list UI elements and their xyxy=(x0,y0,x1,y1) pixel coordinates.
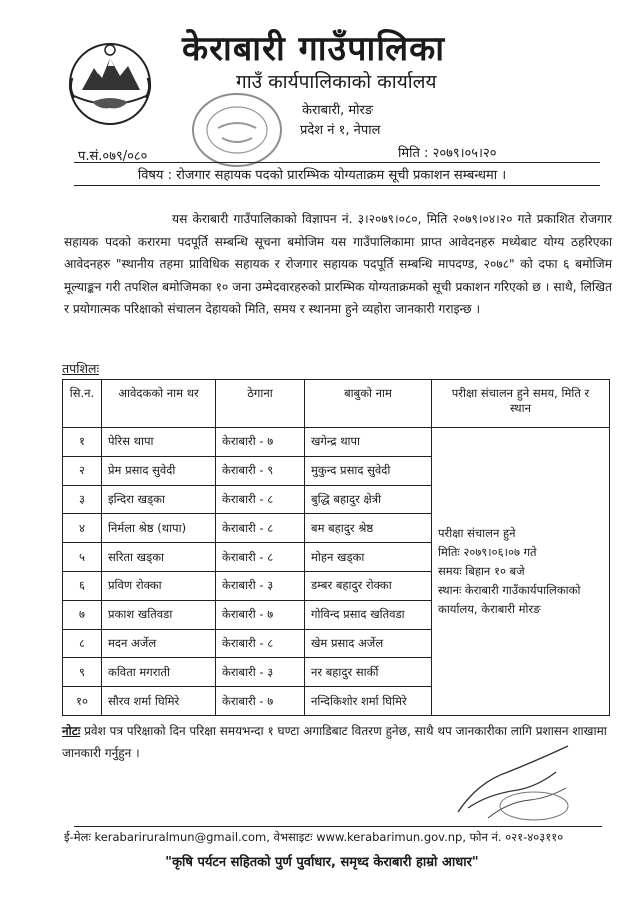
slogan: "कृषि पर्यटन सहितको पुर्ण पुर्वाधार, समृध्द केराबारी हाम्रो आधार" xyxy=(165,855,479,870)
row-sn: ८ xyxy=(63,629,102,658)
row-father: खगेन्द्र थापा xyxy=(305,428,432,457)
exam-line: कार्यालय, केराबारी मोरङ xyxy=(438,601,541,616)
nepal-emblem-icon xyxy=(64,38,156,130)
row-sn: १० xyxy=(63,687,102,716)
row-sn: ३ xyxy=(63,485,102,514)
row-address: केराबारी - ७ xyxy=(216,600,305,629)
header-name: आवेदकको नाम थर xyxy=(102,380,216,428)
exam-line: मितिः २०७९।०६।०७ गते xyxy=(438,544,537,559)
address-line-1: केराबारी, मोरङ xyxy=(302,103,374,118)
row-name: प्रकाश खतिवडा xyxy=(102,600,216,629)
row-name: प्रविण रोक्का xyxy=(102,571,216,600)
table-header-row xyxy=(63,380,610,428)
municipality-title: केराबारी गाउँपालिका xyxy=(182,29,446,69)
exam-details xyxy=(432,428,610,716)
table-heading: तपशिलः xyxy=(62,361,99,376)
subject-divider xyxy=(74,185,600,186)
contact-info: ई-मेलः kerabariruralmun@gmail.com, वेभसाइटः www.kerabarimun.gov.np, फोन नं. ०२१-४०३११० xyxy=(64,830,564,844)
row-address: केराबारी - ८ xyxy=(216,485,305,514)
row-address: केराबारी - ७ xyxy=(216,428,305,457)
row-name: पेरिस थापा xyxy=(102,428,216,457)
row-father: बम बहादुर श्रेष्ठ xyxy=(305,514,432,543)
row-address: केराबारी - ७ xyxy=(216,687,305,716)
row-name: कविता मगराती xyxy=(102,658,216,687)
note-label: नोटः xyxy=(62,724,81,738)
footer-divider xyxy=(74,826,602,827)
row-sn: २ xyxy=(63,456,102,485)
exam-line: परीक्षा संचालन हुने xyxy=(438,525,516,540)
row-name: सौरव शर्मा घिमिरे xyxy=(102,687,216,716)
notice-body-text: यस केराबारी गाउँपालिकाको विज्ञापन नं. ३।२०७९।०८०, मिति २०७९।०४।२० गते प्रकाशित रोजगार सहायक पदको करारमा पदपूर्ति सम्बन्धि सूचना बमोजिम यस गाउँपालिकामा प्राप्त आवेदनहरु मध्येबाट योग्य ठहरिएका आवेदनहरु "स्थानीय तहमा प्राविधिक सहायक र रोजगार सहायक पदपूर्ति सम्बन्धि मापदण्ड, २०७८" को दफा ६ बमोजिम मूल्याङ्कन गरी तपशिल बमोजिमका १० जना उम्मेदवारहरुको प्रारम्भिक योग्यताक्रमको सूची प्रकाशन गरिएको छ । साथै, लिखित र प्रयोगात्मक परिक्षाको संचालन देहायको मिति, समय र स्थानमा हुने व्यहोरा जानकारी गराइन्छ । xyxy=(64,212,612,317)
signature-icon xyxy=(448,742,578,824)
row-father: डम्बर बहादुर रोक्का xyxy=(305,571,432,600)
row-name: इन्दिरा खड्का xyxy=(102,485,216,514)
exam-line: समयः बिहान १० बजे xyxy=(438,563,525,578)
letter-date: मिति : २०७९।०५।२० xyxy=(398,146,497,161)
table-row xyxy=(63,428,610,457)
row-address: केराबारी - ८ xyxy=(216,543,305,572)
row-name: सरिता खड्का xyxy=(102,543,216,572)
address-line-2: प्रदेश नं १, नेपाल xyxy=(300,123,381,138)
candidate-table xyxy=(62,379,610,716)
header-father: बाबुको नाम xyxy=(305,380,432,428)
exam-line: स्थानः केराबारी गाउँकार्यपालिकाको xyxy=(438,582,581,597)
row-father: बुद्धि बहादुर क्षेत्री xyxy=(305,485,432,514)
row-address: केराबारी - ३ xyxy=(216,571,305,600)
header-divider xyxy=(74,162,600,163)
subject-line: विषय : रोजगार सहायक पदको प्रारम्भिक योग्यताक्रम सूची प्रकाशन सम्बन्धमा । xyxy=(137,168,507,183)
row-name: निर्मला श्रेष्ठ (थापा) xyxy=(102,514,216,543)
row-name: प्रेम प्रसाद सुवेदी xyxy=(102,456,216,485)
office-name: गाउँ कार्यपालिकाको कार्यालय xyxy=(236,71,437,93)
header-sn: सि.न. xyxy=(63,380,102,428)
notice-body xyxy=(64,208,612,321)
reference-number: प.सं.०७९/०८० xyxy=(78,149,148,164)
row-father: मोहन खड्का xyxy=(305,543,432,572)
row-address: केराबारी - ३ xyxy=(216,658,305,687)
row-sn: ६ xyxy=(63,571,102,600)
row-sn: ५ xyxy=(63,543,102,572)
header-exam: परीक्षा संचालन हुने समय, मिति र स्थान xyxy=(432,380,610,428)
row-address: केराबारी - ८ xyxy=(216,629,305,658)
row-sn: ९ xyxy=(63,658,102,687)
row-address: केराबारी - ९ xyxy=(216,456,305,485)
row-sn: ४ xyxy=(63,514,102,543)
row-address: केराबारी - ८ xyxy=(216,514,305,543)
header-address: ठेगाना xyxy=(216,380,305,428)
row-name: मदन अर्जेल xyxy=(102,629,216,658)
row-father: गोविन्द प्रसाद खतिवडा xyxy=(305,600,432,629)
row-sn: ७ xyxy=(63,600,102,629)
row-father: मुकुन्द प्रसाद सुवेदी xyxy=(305,456,432,485)
row-sn: १ xyxy=(63,428,102,457)
row-father: नन्दिकिशोर शर्मा घिमिरे xyxy=(305,687,432,716)
office-stamp-icon xyxy=(188,88,286,172)
row-father: नर बहादुर सार्की xyxy=(305,658,432,687)
row-father: खेम प्रसाद अर्जेल xyxy=(305,629,432,658)
note-text: प्रवेश पत्र परिक्षाको दिन परिक्षा समयभन्दा १ घण्टा अगाडिबाट वितरण हुनेछ, साथै थप जानकारीका लागि प्रशासन शाखामा जानकारी गर्नुहुन । xyxy=(62,724,607,760)
